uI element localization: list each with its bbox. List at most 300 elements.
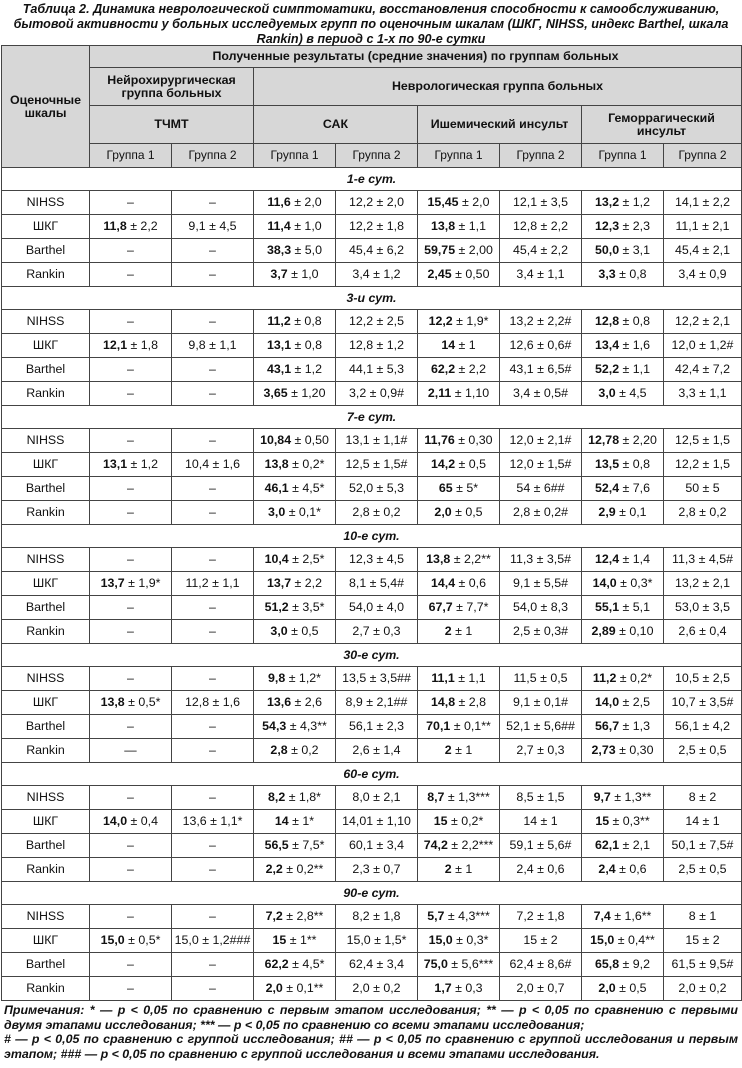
- scale-name: Barthel: [2, 358, 90, 382]
- mean-value: 15: [433, 814, 448, 828]
- scale-name: Rankin: [2, 977, 90, 1001]
- value-cell: [90, 215, 172, 239]
- scale-name: NIHSS: [2, 191, 90, 215]
- value-cell: [172, 691, 254, 715]
- value-cell: [254, 191, 336, 215]
- scale-name: Barthel: [2, 834, 90, 858]
- scale-name: Rankin: [2, 858, 90, 882]
- value-cell: [582, 715, 664, 739]
- value: 45,4 ± 2,1: [674, 243, 731, 257]
- mean-value: 2,11: [427, 386, 452, 400]
- value: 14,01 ± 1,10: [342, 814, 411, 828]
- deviation-value: ± 0,50: [451, 267, 490, 281]
- value-cell: [254, 239, 336, 263]
- period-title: 7-е сут.: [2, 406, 742, 429]
- value: 42,4 ± 7,2: [674, 362, 731, 376]
- value: 11,2 ± 1,1: [185, 576, 240, 590]
- scale-name: NIHSS: [2, 429, 90, 453]
- value: 13,6 ± 1,1*: [182, 814, 243, 828]
- value-cell: [582, 596, 664, 620]
- notes-line-2: # — p < 0,05 по сравнению с группой исследования; ## — p < 0,05 по сравнению с группой исследования и первым этапом; ### — p < 0,05 по сравнению с группой исследования и всеми этапами исследования.: [4, 1032, 738, 1061]
- value-cell: [254, 382, 336, 406]
- group-1-header: Группа 1: [90, 144, 172, 168]
- table-row: [2, 953, 742, 977]
- value: 52,1 ± 5,6##: [506, 719, 575, 733]
- value: 13,2 ± 2,1: [674, 576, 731, 590]
- value-cell: [500, 739, 582, 763]
- scale-name: ШКГ: [2, 572, 90, 596]
- mean-value: 1,7: [434, 981, 452, 995]
- mean-value: 12,2: [428, 314, 453, 328]
- value: 2,8 ± 0,2: [352, 505, 401, 519]
- period-title: 3-и сут.: [2, 287, 742, 310]
- value: 12,8 ± 2,2: [512, 219, 569, 233]
- value: 56,1 ± 2,3: [348, 719, 405, 733]
- value-cell: [500, 501, 582, 525]
- scale-name: Rankin: [2, 620, 90, 644]
- value: 12,5 ± 1,5#: [345, 457, 408, 471]
- mean-value: 11,6: [267, 195, 291, 209]
- value-cell: [500, 358, 582, 382]
- value-cell: [418, 786, 500, 810]
- value-cell: [172, 929, 254, 953]
- deviation-value: ± 0,2**: [282, 862, 324, 876]
- mean-value: 62,2: [264, 957, 289, 971]
- value-cell: [172, 786, 254, 810]
- dash: –: [127, 314, 134, 328]
- deviation-value: ± 2,2: [455, 362, 487, 376]
- value-cell: [582, 358, 664, 382]
- deviation-value: ± 2,2: [291, 576, 323, 590]
- mean-value: 14,2: [430, 457, 456, 471]
- value-cell: [172, 501, 254, 525]
- dash: –: [209, 624, 216, 638]
- deviation-value: ± 1,3**: [610, 790, 652, 804]
- scale-name: Barthel: [2, 477, 90, 501]
- mean-value: 11,2: [267, 314, 291, 328]
- value-cell: [254, 715, 336, 739]
- value: 8,9 ± 2,1##: [345, 695, 408, 709]
- value: 14 ± 1: [523, 814, 558, 828]
- value-cell: [254, 358, 336, 382]
- deviation-value: ± 0,2*: [447, 814, 484, 828]
- value: 2,7 ± 0,3: [516, 743, 565, 757]
- deviation-value: ± 1,9*: [124, 576, 161, 590]
- deviation-value: ± 2,0: [290, 195, 322, 209]
- deviation-value: ± 0,8: [619, 457, 651, 471]
- dash: –: [127, 790, 134, 804]
- scale-name: Barthel: [2, 715, 90, 739]
- value: 12,5 ± 1,5: [674, 433, 731, 447]
- value-cell: [90, 786, 172, 810]
- value: 12,1 ± 3,5: [512, 195, 569, 209]
- value-cell: [336, 715, 418, 739]
- value: 14,1 ± 2,2: [674, 195, 731, 209]
- value-cell: [172, 477, 254, 501]
- deviation-value: ± 5,0: [291, 243, 323, 257]
- deviation-value: ± 2,8: [455, 695, 487, 709]
- mean-value: 2,0: [598, 981, 616, 995]
- value-cell: [664, 858, 742, 882]
- deviation-value: ± 0,1**: [450, 719, 491, 733]
- deviation-value: ± 1,4: [619, 552, 651, 566]
- value-cell: [500, 334, 582, 358]
- value: 56,1 ± 4,2: [674, 719, 731, 733]
- value: 2,5 ± 0,5: [678, 743, 727, 757]
- dash: –: [127, 600, 134, 614]
- value-cell: [582, 263, 664, 287]
- value-cell: [254, 739, 336, 763]
- value-cell: [90, 572, 172, 596]
- value-cell: [664, 453, 742, 477]
- value-cell: [500, 191, 582, 215]
- value-cell: [582, 834, 664, 858]
- deviation-value: ± 1,0: [290, 219, 322, 233]
- value: 2,8 ± 0,2: [678, 505, 727, 519]
- deviation-value: ± 1,10: [451, 386, 490, 400]
- value-cell: [90, 477, 172, 501]
- value: 13,1 ± 1,1#: [345, 433, 408, 447]
- dash: –: [209, 838, 216, 852]
- dash: –: [209, 386, 216, 400]
- value-cell: [664, 620, 742, 644]
- value-cell: [418, 453, 500, 477]
- value: 3,4 ± 1,2: [352, 267, 401, 281]
- period-title: 90-е сут.: [2, 882, 742, 905]
- dash: –: [209, 552, 216, 566]
- value-cell: [336, 858, 418, 882]
- mean-value: 13,7: [266, 576, 292, 590]
- value-cell: [254, 429, 336, 453]
- value-cell: [172, 429, 254, 453]
- value-cell: [90, 929, 172, 953]
- value-cell: [90, 977, 172, 1001]
- value-cell: [90, 620, 172, 644]
- dash: –: [209, 243, 216, 257]
- value: 15 ± 2: [685, 933, 720, 947]
- mean-value: 54,3: [262, 719, 287, 733]
- value-cell: [664, 977, 742, 1001]
- mean-value: 3,0: [270, 624, 288, 638]
- mean-value: 3,0: [268, 505, 286, 519]
- table-row: [2, 977, 742, 1001]
- value-cell: [172, 953, 254, 977]
- period-title: 30-е сут.: [2, 644, 742, 667]
- table-row: [2, 358, 742, 382]
- deviation-value: ± 0,3: [451, 981, 483, 995]
- value-cell: [500, 905, 582, 929]
- mean-value: 13,6: [266, 695, 292, 709]
- value-cell: [172, 905, 254, 929]
- results-header: Полученные результаты (средние значения) по группам больных: [90, 46, 742, 68]
- value: 12,2 ± 1,5: [674, 457, 731, 471]
- sak-header: САК: [254, 106, 418, 144]
- mean-value: 56,5: [264, 838, 289, 852]
- value: 2,6 ± 0,4: [678, 624, 727, 638]
- value-cell: [254, 453, 336, 477]
- value-cell: [172, 596, 254, 620]
- deviation-value: ± 7,6: [619, 481, 651, 495]
- mean-value: 3,65: [263, 386, 288, 400]
- value: 12,2 ± 1,8: [348, 219, 405, 233]
- dash: –: [209, 600, 216, 614]
- deviation-value: ± 0,1**: [282, 981, 324, 995]
- deviation-value: ± 0,1: [615, 505, 647, 519]
- deviation-value: ± 4,5*: [288, 481, 325, 495]
- mean-value: 7,2: [265, 909, 283, 923]
- value: 11,5 ± 0,5: [513, 671, 568, 685]
- deviation-value: ± 0,50: [291, 433, 329, 447]
- scale-name: Barthel: [2, 953, 90, 977]
- deviation-value: ± 2,5: [619, 695, 651, 709]
- value-cell: [664, 810, 742, 834]
- table-row: [2, 572, 742, 596]
- value-cell: [664, 929, 742, 953]
- value-cell: [582, 953, 664, 977]
- group-2-header: Группа 2: [336, 144, 418, 168]
- value-cell: [90, 739, 172, 763]
- deviation-value: ± 0,2*: [288, 457, 325, 471]
- mean-value: 11,76: [424, 433, 455, 447]
- deviation-value: ± 2,2: [126, 219, 158, 233]
- value-cell: [90, 382, 172, 406]
- value: 2,3 ± 0,7: [352, 862, 401, 876]
- value-cell: [582, 739, 664, 763]
- deviation-value: ± 7,7*: [452, 600, 489, 614]
- deviation-value: ± 0,2*: [616, 671, 653, 685]
- value-cell: [582, 477, 664, 501]
- deviation-value: ± 1,0: [287, 267, 319, 281]
- mean-value: 2,4: [598, 862, 616, 876]
- value-cell: [500, 572, 582, 596]
- value: 2,6 ± 1,4: [352, 743, 401, 757]
- deviation-value: ± 2,2**: [450, 552, 491, 566]
- value: 7,2 ± 1,8: [516, 909, 565, 923]
- value-cell: [90, 191, 172, 215]
- value: 45,4 ± 2,2: [512, 243, 569, 257]
- value: 44,1 ± 5,3: [348, 362, 405, 376]
- value-cell: [582, 548, 664, 572]
- mean-value: 50,0: [594, 243, 620, 257]
- deviation-value: ± 0,30: [615, 743, 654, 757]
- deviation-value: ± 0,5*: [124, 695, 161, 709]
- value: 8,5 ± 1,5: [516, 790, 565, 804]
- value: 50 ± 5: [685, 481, 720, 495]
- scale-name: Barthel: [2, 596, 90, 620]
- value-cell: [664, 310, 742, 334]
- mean-value: 15,0: [590, 933, 615, 947]
- value-cell: [90, 715, 172, 739]
- value-cell: [336, 834, 418, 858]
- value-cell: [336, 215, 418, 239]
- value-cell: [500, 977, 582, 1001]
- value-cell: [336, 239, 418, 263]
- deviation-value: ± 3,5*: [288, 600, 325, 614]
- value-cell: [172, 667, 254, 691]
- value: 60,1 ± 3,4: [348, 838, 405, 852]
- scale-name: Rankin: [2, 382, 90, 406]
- mean-value: 13,1: [266, 338, 292, 352]
- dash: –: [127, 624, 134, 638]
- value-cell: [500, 596, 582, 620]
- mean-value: 13,8: [264, 457, 289, 471]
- value-cell: [172, 334, 254, 358]
- mean-value: 12,78: [588, 433, 620, 447]
- value-cell: [254, 263, 336, 287]
- dash: –: [127, 386, 134, 400]
- value: 15 ± 2: [523, 933, 558, 947]
- value: 3,3 ± 1,1: [678, 386, 727, 400]
- value-cell: [500, 810, 582, 834]
- value: 12,8 ± 1,2: [348, 338, 405, 352]
- dash: –: [209, 481, 216, 495]
- value-cell: [582, 786, 664, 810]
- value-cell: [664, 905, 742, 929]
- value-cell: [664, 382, 742, 406]
- mean-value: 10,84: [260, 433, 292, 447]
- group-1-header: Группа 1: [582, 144, 664, 168]
- value-cell: [418, 572, 500, 596]
- scale-name: ШКГ: [2, 334, 90, 358]
- value-cell: [172, 715, 254, 739]
- value-cell: [418, 905, 500, 929]
- dash: –: [127, 552, 134, 566]
- dash: –: [209, 267, 216, 281]
- ischemic-stroke-header: Ишемический инсульт: [418, 106, 582, 144]
- mean-value: 13,8: [430, 219, 456, 233]
- value: 8 ± 1: [688, 909, 717, 923]
- mean-value: 67,7: [428, 600, 453, 614]
- mean-value: 8,7: [427, 790, 445, 804]
- value: 2,8 ± 0,2#: [512, 505, 569, 519]
- value-cell: [90, 810, 172, 834]
- mean-value: 2,2: [265, 862, 283, 876]
- deviation-value: ± 9,2: [619, 957, 651, 971]
- deviation-value: ± 0,1*: [285, 505, 321, 519]
- value-cell: [172, 858, 254, 882]
- value-cell: [500, 858, 582, 882]
- value-cell: [500, 786, 582, 810]
- value-cell: [664, 263, 742, 287]
- deviation-value: ± 1,3***: [444, 790, 490, 804]
- mean-value: 13,1: [102, 457, 128, 471]
- dash: –: [127, 433, 134, 447]
- value-cell: [582, 905, 664, 929]
- mean-value: 13,8: [100, 695, 125, 709]
- value: 2,0 ± 0,2: [678, 981, 727, 995]
- value-cell: [582, 858, 664, 882]
- value: 9,1 ± 4,5: [188, 219, 237, 233]
- value-cell: [664, 596, 742, 620]
- value-cell: [664, 715, 742, 739]
- value-cell: [500, 453, 582, 477]
- value: 9,1 ± 0,1#: [512, 695, 569, 709]
- mean-value: 43,1: [266, 362, 292, 376]
- value-cell: [664, 834, 742, 858]
- period-row: [2, 406, 742, 429]
- value-cell: [418, 977, 500, 1001]
- deviation-value: ± 1,8*: [285, 790, 321, 804]
- value-cell: [418, 215, 500, 239]
- deviation-value: ± 3,1: [619, 243, 651, 257]
- value-cell: [90, 263, 172, 287]
- mean-value: 13,2: [594, 195, 620, 209]
- value-cell: [336, 596, 418, 620]
- mean-value: 14: [274, 814, 289, 828]
- mean-value: 65: [438, 481, 453, 495]
- table-row: [2, 715, 742, 739]
- value-cell: [172, 834, 254, 858]
- table-row: [2, 929, 742, 953]
- scale-name: ШКГ: [2, 691, 90, 715]
- deviation-value: ± 1: [455, 338, 476, 352]
- mean-value: 2: [444, 624, 452, 638]
- deviation-value: ± 1: [451, 624, 473, 638]
- dash: –: [127, 195, 134, 209]
- value: 45,4 ± 6,2: [348, 243, 405, 257]
- value-cell: [664, 786, 742, 810]
- dash: –: [127, 862, 134, 876]
- deviation-value: ± 0,30: [454, 433, 493, 447]
- value-cell: [336, 477, 418, 501]
- deviation-value: ± 2,0: [458, 195, 490, 209]
- mean-value: 13,4: [594, 338, 620, 352]
- hemorrhagic-stroke-header: Геморрагический инсульт: [582, 106, 742, 144]
- value-cell: [582, 453, 664, 477]
- scale-name: ШКГ: [2, 929, 90, 953]
- value-cell: [336, 263, 418, 287]
- value-cell: [500, 215, 582, 239]
- value-cell: [582, 310, 664, 334]
- value-cell: [254, 501, 336, 525]
- mean-value: 2,89: [591, 624, 616, 638]
- deviation-value: ± 0,4**: [614, 933, 655, 947]
- deviation-value: ± 0,8: [619, 314, 651, 328]
- deviation-value: ± 1,1: [454, 671, 486, 685]
- mean-value: 3,3: [598, 267, 616, 281]
- table-row: [2, 310, 742, 334]
- value-cell: [254, 905, 336, 929]
- table-row: [2, 191, 742, 215]
- deviation-value: ± 1,6: [619, 338, 651, 352]
- value-cell: [254, 620, 336, 644]
- value-cell: [336, 977, 418, 1001]
- mean-value: 2,0: [265, 981, 283, 995]
- dash: –: [209, 433, 216, 447]
- value-cell: [418, 548, 500, 572]
- value-cell: [664, 358, 742, 382]
- value-cell: [254, 858, 336, 882]
- value-cell: [172, 572, 254, 596]
- dash: –: [209, 505, 216, 519]
- mean-value: 59,75: [424, 243, 456, 257]
- value-cell: [664, 739, 742, 763]
- value-cell: [90, 834, 172, 858]
- value: 12,8 ± 1,6: [184, 695, 241, 709]
- value: 3,4 ± 0,5#: [512, 386, 569, 400]
- value-cell: [336, 191, 418, 215]
- deviation-value: ± 0,6: [615, 862, 647, 876]
- value: 3,4 ± 1,1: [516, 267, 565, 281]
- neurological-group-header: Неврологическая группа больных: [254, 68, 742, 106]
- mean-value: 70,1: [426, 719, 451, 733]
- table-row: [2, 786, 742, 810]
- value: 2,0 ± 0,7: [516, 981, 565, 995]
- table-row: [2, 382, 742, 406]
- mean-value: 14,0: [594, 695, 620, 709]
- value-cell: [336, 905, 418, 929]
- dash: –: [127, 267, 134, 281]
